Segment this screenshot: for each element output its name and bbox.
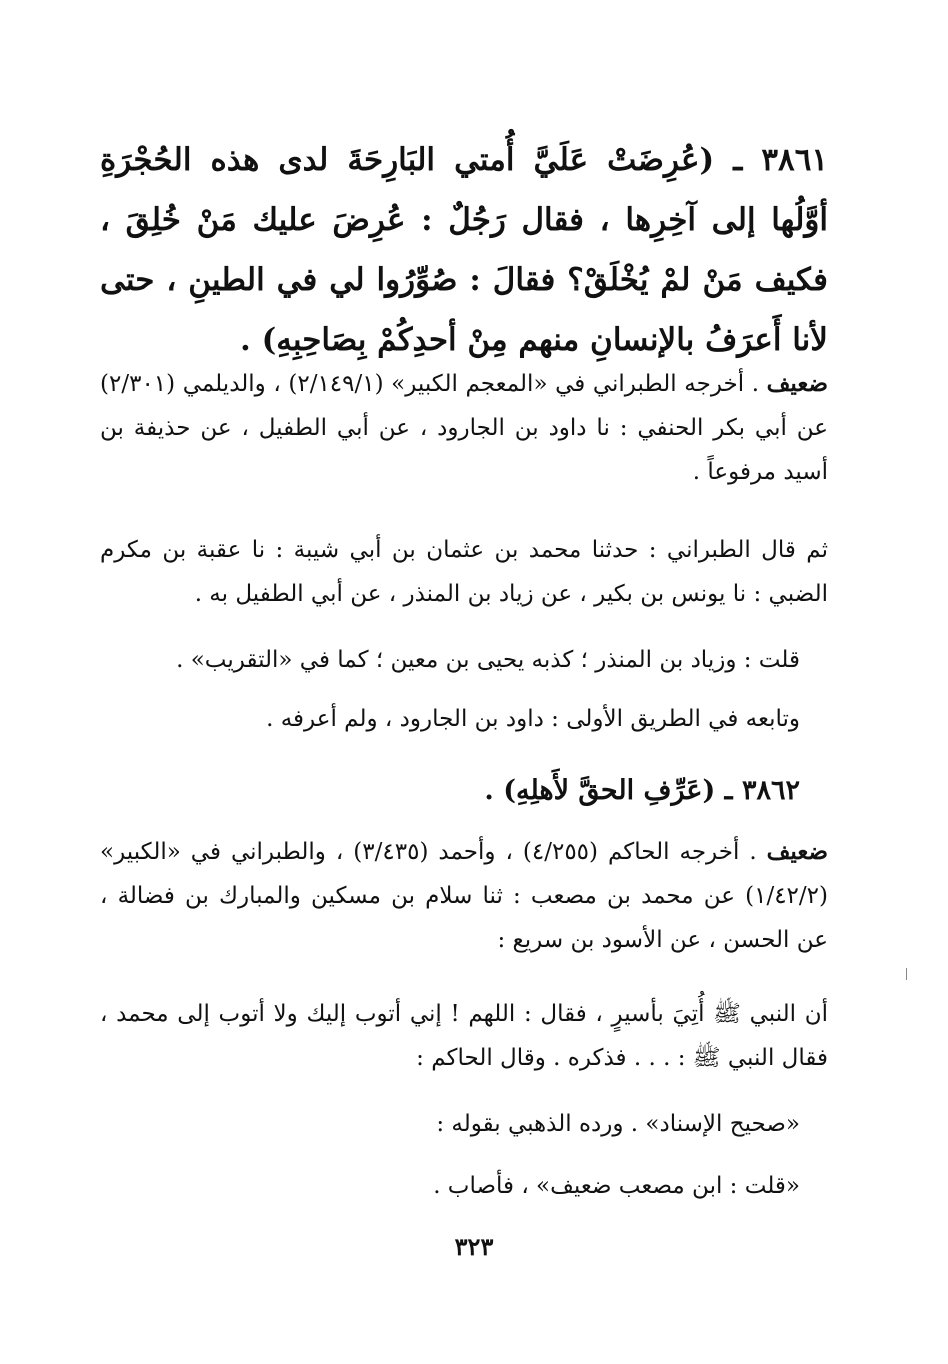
scan-mark [906,968,907,980]
hadith-3861-text: ٣٨٦١ ـ (عُرِضَتْ عَلَيَّ أُمتي البَارِحَةَ لدى هذه الحُجْرَةِ أوَّلُها إلى آخِرِها ، فقال رَجُلٌ : عُرِضَ عليك مَنْ خُلِقَ ، فكيف مَنْ لمْ يُخْلَقْ؟ فقالَ : صُوِّرُوا لي في الطينِ ، حتى لأنا أَعرَفُ بالإنسانِ منهم مِنْ أحدِكُمْ بِصَاحِبِهِ) . [100,142,828,358]
hadith-3861-takhrij [100,362,828,494]
takhrij-text: . أخرجه الطبراني في «المعجم الكبير» (٢/١٤٩/١) ، والديلمي (٢/٣٠١) عن أبي بكر الحنفي : نا داود بن الجارود ، عن أبي الطفيل ، عن حذيفة بن أسيد مرفوعاً . [100,371,828,485]
hadith-3862-text: ٣٨٦٢ ـ (عَرِّفِ الحقَّ لأَهلِهِ) . [484,775,800,806]
hadith-3862-narration: أن النبي ﷺ أُتِيَ بأسيرٍ ، فقال : اللهم ! إني أتوب إليك ولا أتوب إلى محمد ، فقال النبي ﷺ : . . . فذكره . وقال الحاكم : [100,1001,828,1071]
takhrij-text: . أخرجه الحاكم (٤/٢٥٥) ، وأحمد (٣/٤٣٥) ، والطبراني في «الكبير» (١/٤٢/٢) عن محمد بن مصعب : ثنا سلام بن مسكين والمبارك بن فضالة ، عن الحسن ، عن الأسود بن سريع : [100,839,828,953]
page-number: ٣٢٣ [454,1232,494,1261]
grading-label: ضعيف [766,370,828,397]
hadith-3861-note-2: وتابعه في الطريق الأولى : داود بن الجارود ، ولم أعرفه . [266,706,800,732]
hadith-3861-second-chain: ثم قال الطبراني : حدثنا محمد بن عثمان بن أبي شيبة : نا عقبة بن مكرم الضبي : نا يونس بن بكير ، عن زياد بن المنذر ، عن أبي الطفيل به . [100,537,828,607]
hadith-3862-hakim-quote: «صحيح الإسناد» . ورده الذهبي بقوله : [436,1111,800,1137]
hadith-3862-takhrij [100,830,828,962]
hadith-3861-note: قلت : وزياد بن المنذر ؛ كذبه يحيى بن معين ؛ كما في «التقريب» . [176,647,800,673]
grading-label: ضعيف [766,838,828,865]
hadith-3862-dhahabi-quote: «قلت : ابن مصعب ضعيف» ، فأصاب . [433,1173,800,1199]
